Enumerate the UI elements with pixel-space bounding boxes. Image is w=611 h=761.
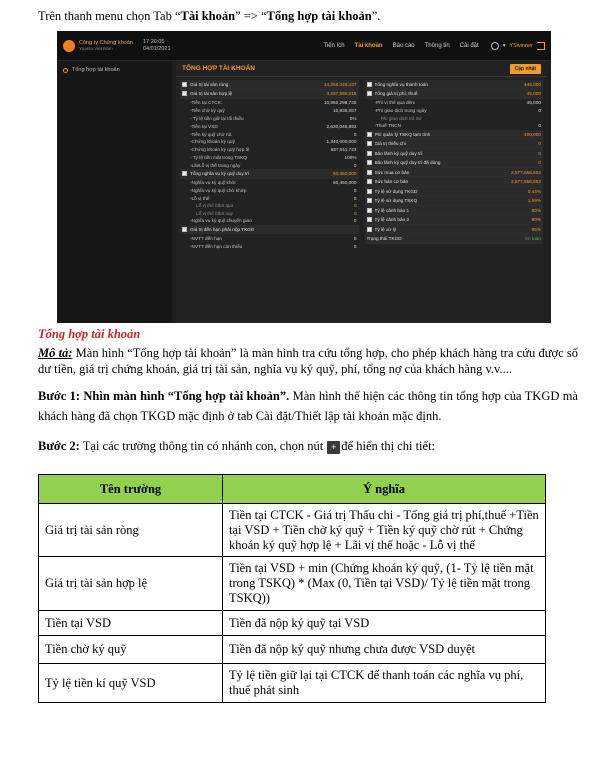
summary-row-value: 60,450,000 xyxy=(333,170,357,176)
summary-row-label: Giá trị thiếu chi xyxy=(374,141,406,147)
summary-row xyxy=(180,169,359,179)
expand-toggle-icon[interactable] xyxy=(367,151,372,156)
table-row xyxy=(39,636,546,664)
brand-name xyxy=(79,40,137,52)
intro-tab-name: Tài khoản xyxy=(180,9,236,23)
column-header-field: Tên trường xyxy=(39,475,223,504)
field-meaning: Tỷ lệ tiền giữ lại tại CTCK để thanh toán các nghĩa vụ phí, thuế phát sinh xyxy=(223,664,546,703)
nav-tab[interactable]: Báo cáo xyxy=(392,42,415,49)
field-definition-table xyxy=(38,474,546,703)
radio-dot-icon xyxy=(63,68,68,73)
summary-columns xyxy=(176,77,547,253)
summary-row xyxy=(365,149,544,159)
summary-row xyxy=(180,107,359,115)
summary-row-value: 0 xyxy=(538,108,541,114)
summary-row-value: 10,936,087 xyxy=(333,108,357,114)
summary-row xyxy=(365,187,544,197)
summary-row xyxy=(180,194,359,202)
summary-row-label: Tỷ lệ xử lý xyxy=(374,226,397,232)
table-row xyxy=(39,557,546,611)
summary-row-value: 657,511,723 xyxy=(330,147,357,153)
summary-row-label: - Tỷ lệ tiền giữ lại tối thiểu xyxy=(190,115,244,121)
nav-tab[interactable]: Cài đặt xyxy=(459,42,479,49)
summary-row-label: -Lãi/Lỗ vị thế trong ngày xyxy=(190,162,241,168)
summary-row-label: Phí giao dịch trả Sở xyxy=(380,115,422,121)
summary-right-column xyxy=(365,80,544,250)
summary-row xyxy=(180,161,359,169)
sidebar-item-account-summary[interactable] xyxy=(63,67,172,73)
summary-row xyxy=(180,138,359,146)
expand-toggle-icon[interactable] xyxy=(182,171,187,176)
summary-row xyxy=(365,206,544,216)
user-area xyxy=(491,42,545,50)
summary-row xyxy=(365,215,544,225)
summary-row-value: 0 xyxy=(353,218,357,224)
summary-row-value: 95% xyxy=(531,226,541,232)
field-meaning: Tiền tại VSD + min (Chứng khoán ký quỹ, (1- Tỷ lệ tiền mặt trong TSKQ) * (Max (0, Tiền tại VSD)/ Tỷ lệ tiền mặt trong TSKQ)) xyxy=(223,557,546,611)
expand-toggle-icon[interactable] xyxy=(182,91,187,96)
summary-row-value: 0 xyxy=(353,210,357,216)
summary-row-value: 0 xyxy=(353,187,357,193)
field-name: Giá trị tài sản hợp lệ xyxy=(39,557,223,611)
table-row xyxy=(39,504,546,557)
summary-row-label: Tổng nghĩa vụ thanh toán xyxy=(374,81,428,87)
summary-row-label: -Chứng khoán ký quỹ xyxy=(190,139,235,145)
step2-paragraph xyxy=(38,438,578,454)
expand-toggle-icon[interactable] xyxy=(367,82,372,87)
summary-row-value: 0 xyxy=(353,235,357,241)
step1-paragraph xyxy=(38,387,578,426)
intro-suffix: ”. xyxy=(371,9,381,23)
expand-toggle-icon[interactable] xyxy=(367,179,372,184)
summary-row xyxy=(180,225,359,235)
summary-row-value: 2,577,656,892 xyxy=(511,169,541,175)
summary-row-label: Bảo lãnh ký quỹ duy trì xyxy=(374,150,423,156)
summary-row-value: 1,340,000,000 xyxy=(326,139,357,145)
summary-row-label: Sức mua cơ bản xyxy=(374,169,410,175)
summary-row-label: Phí quản lý TSKQ tạm tính xyxy=(374,131,431,137)
step1-text: Màn hình thể hiện các thông tin tổng hợp của TKGD mà khách hàng đã chọn TKGD mặc định ở tab Cài đặt/Thiết lập tài khoản mặc định. xyxy=(38,389,578,423)
summary-row-value: 0 xyxy=(353,195,357,201)
summary-row-value: 0 xyxy=(538,123,541,129)
summary-row xyxy=(180,115,359,123)
step2-text: Tại các trường thông tin có nhánh con, chọn nút xyxy=(79,439,327,453)
expand-toggle-icon[interactable] xyxy=(367,141,372,146)
summary-row xyxy=(365,158,544,168)
clock xyxy=(143,39,171,53)
summary-row xyxy=(180,210,359,218)
summary-row-value: 2,630,046,892 xyxy=(326,123,357,129)
step1-label: Bước 1: Nhìn màn hình “Tổng hợp tài khoản”. xyxy=(38,389,290,403)
expand-toggle-icon[interactable] xyxy=(367,132,372,137)
expand-toggle-icon[interactable] xyxy=(367,208,372,213)
summary-row-label: -Thuế TNCN xyxy=(374,123,401,129)
expand-toggle-icon[interactable] xyxy=(367,198,372,203)
summary-row-label: -Lỗ vị thế xyxy=(190,195,210,201)
summary-row xyxy=(365,139,544,149)
field-name: Giá trị tài sản ròng xyxy=(39,504,223,557)
summary-row xyxy=(180,130,359,138)
description-text: Màn hình “Tổng hợp tài khoản” là màn hình tra cứu tổng hợp, cho phép khách hàng tra cứu được số dư tiền, giá trị chứng khoán, giá trị tài sản, nghĩa vụ ký quỹ, phí, tổng nợ của khách hàng v.v.... xyxy=(38,346,578,376)
chevron-down-icon[interactable]: ▾ xyxy=(502,42,506,49)
field-name: Tiền chờ ký quỹ xyxy=(39,636,223,664)
field-name: Tiền tại VSD xyxy=(39,611,223,636)
table-row xyxy=(39,611,546,636)
summary-row-label: Tổng giá trị phí, thuế xyxy=(374,91,418,97)
description-label: Mô tả: xyxy=(38,346,73,360)
summary-row-value: 14,258,348,437 xyxy=(323,81,357,87)
summary-row-label: Bảo lãnh ký quỹ duy trì đã dùng xyxy=(374,160,441,166)
summary-row-value: 10,960,298,735 xyxy=(323,100,357,106)
summary-row-label: -Phí giao dịch trong ngày xyxy=(374,108,427,114)
description-paragraph xyxy=(38,345,578,377)
summary-row xyxy=(180,217,359,225)
expand-toggle-icon[interactable] xyxy=(367,189,372,194)
summary-row-value: 80% xyxy=(531,207,541,213)
summary-row-value: 0.44% xyxy=(527,188,541,194)
field-meaning: Tiền đã nộp ký quỹ nhưng chưa được VSD duyệt xyxy=(223,636,546,664)
update-button[interactable]: Cập nhật xyxy=(510,64,541,74)
summary-row-value: 45,000 xyxy=(526,91,541,97)
summary-row-value: 0 xyxy=(538,141,541,147)
step2-text-after: để hiển thị chi tiết: xyxy=(341,439,436,453)
clock-date: 04/01/2021 xyxy=(143,45,171,52)
expand-toggle-icon[interactable] xyxy=(367,170,372,175)
summary-row-value: 400,000 xyxy=(524,131,541,137)
summary-row-value: 0 xyxy=(353,162,357,168)
summary-row xyxy=(365,225,544,235)
summary-row-label: -Phí vị thế qua đêm xyxy=(374,100,416,106)
expand-toggle-icon[interactable] xyxy=(367,227,372,232)
summary-row-label: -Nghĩa vụ ký quỹ chuyển giao xyxy=(190,218,252,224)
summary-row xyxy=(180,99,359,107)
summary-row xyxy=(180,90,359,100)
nav-tab[interactable]: Tài khoản xyxy=(354,42,383,49)
summary-row-label: -Chứng khoán ký quỹ hợp lệ xyxy=(190,147,250,153)
summary-row xyxy=(180,80,359,90)
summary-row xyxy=(365,168,544,178)
summary-row xyxy=(180,154,359,162)
summary-row xyxy=(180,202,359,210)
summary-row-label: - Tỷ lệ tiền mặt trong TSKQ xyxy=(190,154,247,160)
summary-row-label: Tỷ lệ cảnh báo 2 xyxy=(374,217,410,223)
summary-row-value: 0 xyxy=(353,131,357,137)
summary-row-value: 1.59% xyxy=(527,198,541,204)
logout-icon[interactable] xyxy=(537,42,545,50)
summary-row-value: 0 xyxy=(353,203,357,209)
summary-row-label: -Nghĩa vụ ký quỹ chờ khớp xyxy=(190,187,247,193)
summary-row-value: 3,287,558,615 xyxy=(326,91,357,97)
expand-toggle-icon[interactable] xyxy=(182,82,187,87)
summary-row-label: -Tiền tại CTCK: xyxy=(190,100,223,106)
summary-row-value: 0 xyxy=(353,243,357,249)
panel-header xyxy=(176,61,547,77)
summary-row-label: -Tiền tại VSD xyxy=(190,123,218,129)
summary-row xyxy=(180,146,359,154)
intro-line xyxy=(38,9,380,24)
summary-row-label: Giá trị tài sản ròng xyxy=(190,81,229,87)
summary-row xyxy=(365,234,544,244)
summary-row xyxy=(365,90,544,100)
summary-row-label: Giá trị đến hạn phải nộp TKGD xyxy=(190,226,255,232)
intro-prefix: Trên thanh menu chọn Tab “ xyxy=(38,9,181,23)
summary-row-label: Lỗ vị thế hôm qua xyxy=(196,203,234,209)
summary-row xyxy=(365,122,544,130)
main-nav xyxy=(323,43,478,49)
summary-row-value: 60,450,000 xyxy=(333,180,357,186)
summary-row-label: Tỷ lệ sử dụng TSKQ xyxy=(374,198,418,204)
column-header-meaning: Ý nghĩa xyxy=(223,475,546,504)
field-name: Tỷ lệ tiền kí quỹ VSD xyxy=(39,664,223,703)
summary-row xyxy=(365,177,544,187)
summary-row xyxy=(180,122,359,130)
summary-row xyxy=(180,186,359,194)
summary-row xyxy=(365,115,544,123)
brand-subtitle: Yuanta Việt Nam xyxy=(79,45,113,51)
field-meaning: Tiền đã nộp ký quỹ tại VSD xyxy=(223,611,546,636)
sidebar xyxy=(57,61,172,323)
summary-row-label: Lỗ vị thế hôm nay xyxy=(196,210,234,216)
summary-row-value: 0 xyxy=(538,150,541,156)
summary-row xyxy=(365,196,544,206)
summary-row xyxy=(180,179,359,187)
summary-row xyxy=(180,234,359,242)
table-row xyxy=(39,664,546,703)
summary-row-value: An toàn xyxy=(524,236,541,242)
summary-row xyxy=(180,242,359,250)
summary-row-label: -Tiền chờ ký quỹ xyxy=(190,108,225,114)
nav-tab[interactable]: Thông tin xyxy=(424,42,450,49)
app-screenshot xyxy=(57,31,551,323)
summary-row-value: 100% xyxy=(344,154,357,160)
expand-toggle-icon[interactable] xyxy=(367,217,372,222)
field-meaning: Tiền tại CTCK - Giá trị Thấu chi - Tổng giá trị phí,thuế +Tiền tại VSD + Tiền chờ ký quỹ + Tiền ký quỹ chờ rút + Chứng khoán ký quỹ hợp lệ + Lãi vị thế hoặc - Lỗ vị thế xyxy=(223,504,546,557)
step2-label: Bước 2: xyxy=(38,439,80,453)
section-heading: Tổng hợp tài khoản xyxy=(38,327,141,341)
expand-plus-icon: + xyxy=(327,441,340,454)
summary-row xyxy=(365,80,544,90)
brand-title: Công ty Chứng khoán xyxy=(79,39,133,46)
top-bar xyxy=(57,31,551,61)
summary-row-label: -Nghĩa vụ ký quỹ khởi xyxy=(190,180,236,186)
summary-row-value: 0 xyxy=(538,160,541,166)
panel-title: TỔNG HỢP TÀI KHOẢN xyxy=(182,65,255,72)
summary-row xyxy=(365,130,544,140)
expand-toggle-icon[interactable] xyxy=(367,160,372,165)
summary-row xyxy=(365,107,544,115)
nav-tab[interactable]: Tiện ích xyxy=(323,42,345,49)
summary-row-value: 2,577,656,892 xyxy=(511,179,541,185)
intro-arrow: ” => “ xyxy=(235,9,267,23)
expand-toggle-icon[interactable] xyxy=(182,227,187,232)
user-name[interactable]: YSwinner xyxy=(509,42,533,49)
intro-subtab-name: Tổng hợp tài khoản xyxy=(266,9,372,23)
summary-row-label: -NVTT đến hạn còn thiếu xyxy=(190,243,243,249)
globe-icon[interactable] xyxy=(491,42,499,50)
summary-row-label: -Tiền ký quỹ chờ rút xyxy=(190,131,232,137)
summary-row-label: Tỷ lệ cảnh báo 1 xyxy=(374,207,410,213)
sidebar-item-label: Tổng hợp tài khoản xyxy=(72,67,120,73)
summary-row-value: 45,000 xyxy=(526,100,541,106)
clock-time: 17:20:05 xyxy=(143,38,165,45)
summary-row-label: Sức bán cơ bản xyxy=(374,179,409,185)
summary-row xyxy=(365,99,544,107)
brand-logo-icon xyxy=(63,40,75,52)
account-summary-panel xyxy=(176,61,547,323)
table-header-row xyxy=(39,475,546,504)
summary-left-column xyxy=(180,80,359,250)
summary-row-label: Giá trị tài sản hợp lệ xyxy=(190,91,233,97)
summary-row-value: 90% xyxy=(531,217,541,223)
summary-row-label: Tổng nghĩa vụ ký quỹ duy trì xyxy=(190,170,250,176)
summary-row-label: -NVTT đến hạn xyxy=(190,235,222,241)
summary-row-label: Tỷ lệ sử dụng TKGD xyxy=(374,188,418,194)
summary-row-value: 0% xyxy=(349,115,357,121)
summary-row-label: Trạng thái TKGD xyxy=(366,236,402,242)
summary-row-value: 445,000 xyxy=(524,81,541,87)
expand-toggle-icon[interactable] xyxy=(367,91,372,96)
